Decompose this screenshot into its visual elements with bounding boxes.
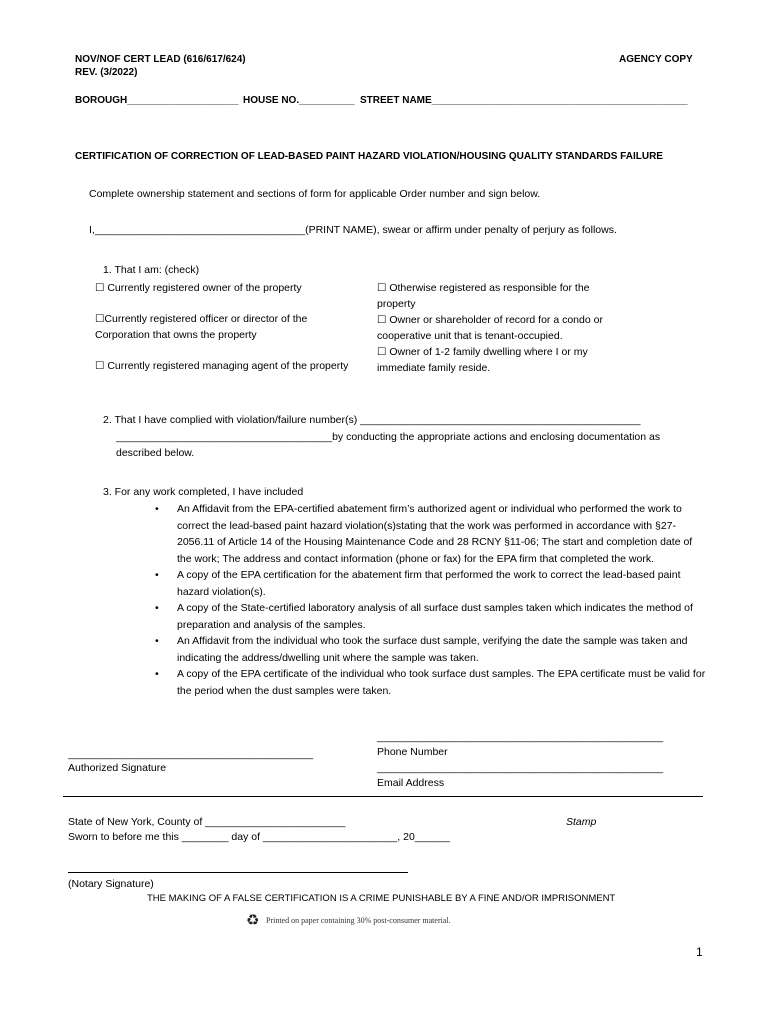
section1-heading: 1. That I am: (check): [103, 264, 200, 276]
section2-line2[interactable]: _____________________________________by conducting the appropriate actions and enclosing documentation as: [116, 431, 661, 443]
borough-field[interactable]: BOROUGH____________________: [75, 95, 239, 106]
email-label: Email Address: [377, 777, 445, 789]
stamp-label: Stamp: [566, 816, 597, 828]
phone-blank[interactable]: _________________________________________________: [377, 731, 664, 743]
copy-label: AGENCY COPY: [619, 54, 693, 65]
page-number: 1: [696, 945, 703, 959]
false-certification-warning: THE MAKING OF A FALSE CERTIFICATION IS A CRIME PUNISHABLE BY A FINE AND/OR IMPRISONMENT: [147, 893, 616, 904]
list-item: • A copy of the State-certified laboratory analysis of all surface dust samples taken which indicates the method of preparation and analysis of the samples.: [155, 602, 693, 631]
divider: [63, 796, 703, 797]
swear-text: (PRINT NAME), swear or affirm under penalty of perjury as follows.: [305, 224, 617, 236]
section3-heading: 3. For any work completed, I have included: [103, 486, 304, 498]
list-item: • A copy of the EPA certificate of the individual who took surface dust samples. The EPA certificate must be valid for the period when the dust samples were taken.: [155, 668, 706, 697]
form-code: NOV/NOF CERT LEAD (616/617/624): [75, 54, 246, 65]
section2-line1[interactable]: 2. That I have complied with violation/failure number(s) ________________________________________________: [103, 414, 641, 426]
house-number-field[interactable]: HOUSE NO.__________: [243, 95, 355, 106]
recycle-icon: ♻: [246, 912, 260, 929]
street-name-field[interactable]: STREET NAME______________________________________________: [360, 95, 688, 106]
recycle-note: Printed on paper containing 30% post-consumer material.: [266, 916, 451, 925]
authorized-signature-label: Authorized Signature: [68, 762, 167, 774]
revision: REV. (3/2022): [75, 67, 138, 78]
section3-list: [155, 501, 707, 699]
option-owner[interactable]: ☐ Currently registered owner of the property: [95, 282, 302, 294]
bullet-icon: •: [155, 569, 159, 581]
bullet-icon: •: [155, 602, 159, 614]
bullet-icon: •: [155, 635, 159, 647]
state-county-line[interactable]: State of New York, County of ________________________: [68, 816, 346, 828]
list-item: • An Affidavit from the EPA-certified abatement firm’s authorized agent or individual who performed the work to correct the lead-based paint hazard violation(s)stating that the work was performed in accordance with §27-2056.11 of Article 14 of the Housing Maintenance Code and 28 RCNY §11-06; The start and completion date of the work; The address and contact information (phone or fax) for the EPA firm that completed the work.: [155, 503, 693, 565]
option-family-dwelling[interactable]: ☐ Owner of 1-2 family dwelling where I or my immediate family reside.: [377, 346, 588, 374]
swear-prefix: I,: [89, 224, 95, 236]
section2-line3: described below.: [116, 447, 195, 459]
list-item: • An Affidavit from the individual who took the surface dust sample, verifying the date the sample was taken and indicating the address/dwelling unit where the sample was taken.: [155, 635, 688, 664]
page-title: CERTIFICATION OF CORRECTION OF LEAD-BASED PAINT HAZARD VIOLATION/HOUSING QUALITY STANDARDS FAILURE: [75, 151, 663, 162]
print-name-field[interactable]: ____________________________________: [94, 224, 306, 236]
option-officer[interactable]: ☐Currently registered officer or director of the Corporation that owns the property: [95, 313, 308, 341]
bullet-icon: •: [155, 503, 159, 515]
option-condo-owner[interactable]: ☐ Owner or shareholder of record for a condo or cooperative unit that is tenant-occupied.: [377, 314, 603, 342]
phone-label: Phone Number: [377, 746, 448, 758]
bullet-icon: •: [155, 668, 159, 680]
list-item: • A copy of the EPA certification for the abatement firm that performed the work to correct the lead-based paint hazard violation(s).: [155, 569, 681, 598]
authorized-signature-field[interactable]: __________________________________________: [68, 748, 314, 760]
sworn-line[interactable]: Sworn to before me this ________ day of _______________________, 20______: [68, 831, 450, 843]
swear-line: [89, 224, 617, 236]
notary-signature-label: (Notary Signature): [68, 878, 154, 890]
email-blank[interactable]: _________________________________________________: [377, 762, 664, 774]
section1-right-options: [377, 280, 612, 376]
intro-text: Complete ownership statement and sections of form for applicable Order number and sign below.: [89, 188, 541, 200]
section1-left-options: [95, 280, 355, 374]
option-managing-agent[interactable]: ☐ Currently registered managing agent of the property: [95, 360, 349, 372]
notary-signature-line[interactable]: [68, 872, 408, 873]
option-otherwise-registered[interactable]: ☐ Otherwise registered as responsible for the property: [377, 282, 590, 310]
